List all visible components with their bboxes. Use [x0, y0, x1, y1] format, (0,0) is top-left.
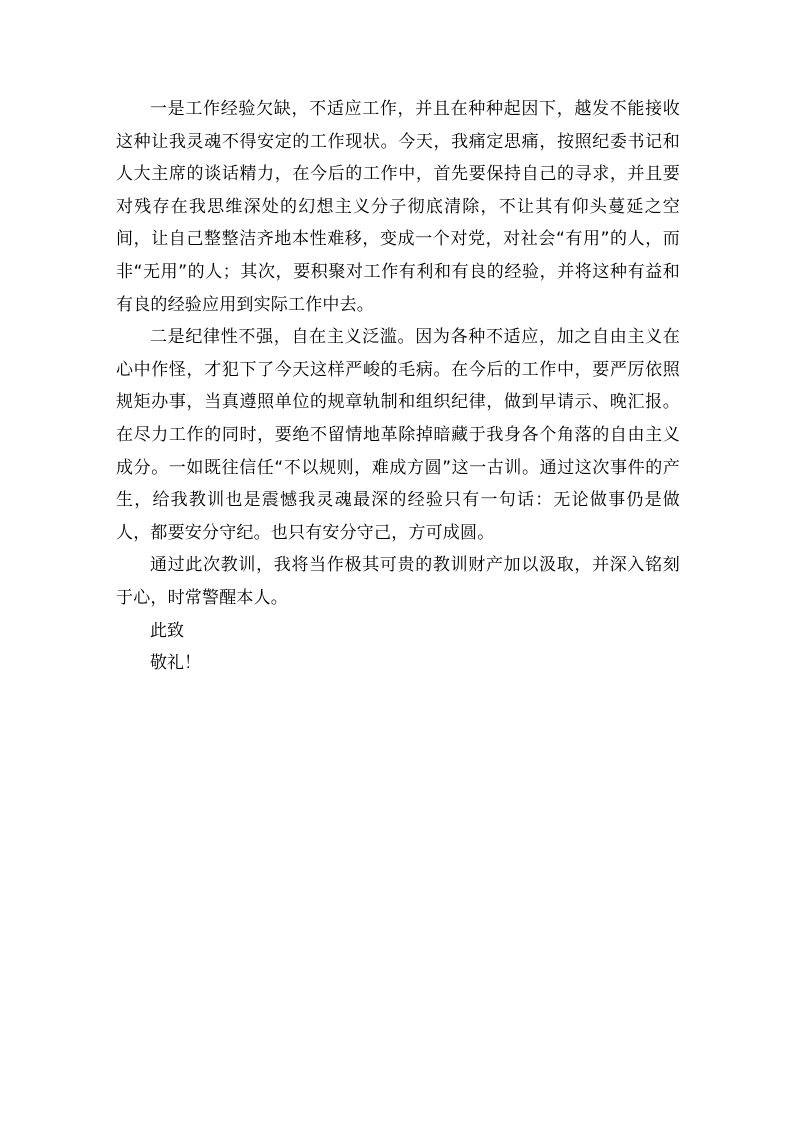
document-body: [116, 93, 680, 680]
paragraph-work-experience: 一是工作经验欠缺，不适应工作，并且在种种起因下，越发不能接收这种让我灵魂不得安定的工作现状。今天，我痛定思痛，按照纪委书记和人大主席的谈话精力，在今后的工作中，首先要保持自己的寻求，并且要对残存在我思维深处的幻想主义分子彻底清除，不让其有仰头蔓延之空间，让自己整整洁齐地本性难移，变成一个对党，对社会“有用”的人，而非“无用”的人；其次，要积聚对工作有利和有良的经验，并将这种有益和有良的经验应用到实际工作中去。: [116, 99, 680, 315]
paragraph-lesson: 通过此次教训，我将当作极其可贵的教训财产加以汲取，并深入铭刻于心，时常警醒本人。: [116, 555, 680, 608]
closing-salutation: 此致: [150, 620, 184, 641]
paragraph-discipline: 二是纪律性不强，自在主义泛滥。因为各种不适应，加之自由主义在心中作怪，才犯下了今天这样严峻的毛病。在今后的工作中，要严厉依照规矩办事，当真遵照单位的规章轨制和组织纪律，做到早请示、晚汇报。在尽力工作的同时，要绝不留情地革除掉暗藏于我身各个角落的自由主义成分。一如既往信任“不以规则，难成方圆”这一古训。通过这次事件的产生，给我教训也是震憾我灵魂最深的经验只有一句话：无论做事仍是做人，都要安分守纪。也只有安分守己，方可成圆。: [116, 327, 680, 543]
closing-regards: 敬礼！: [150, 653, 201, 674]
